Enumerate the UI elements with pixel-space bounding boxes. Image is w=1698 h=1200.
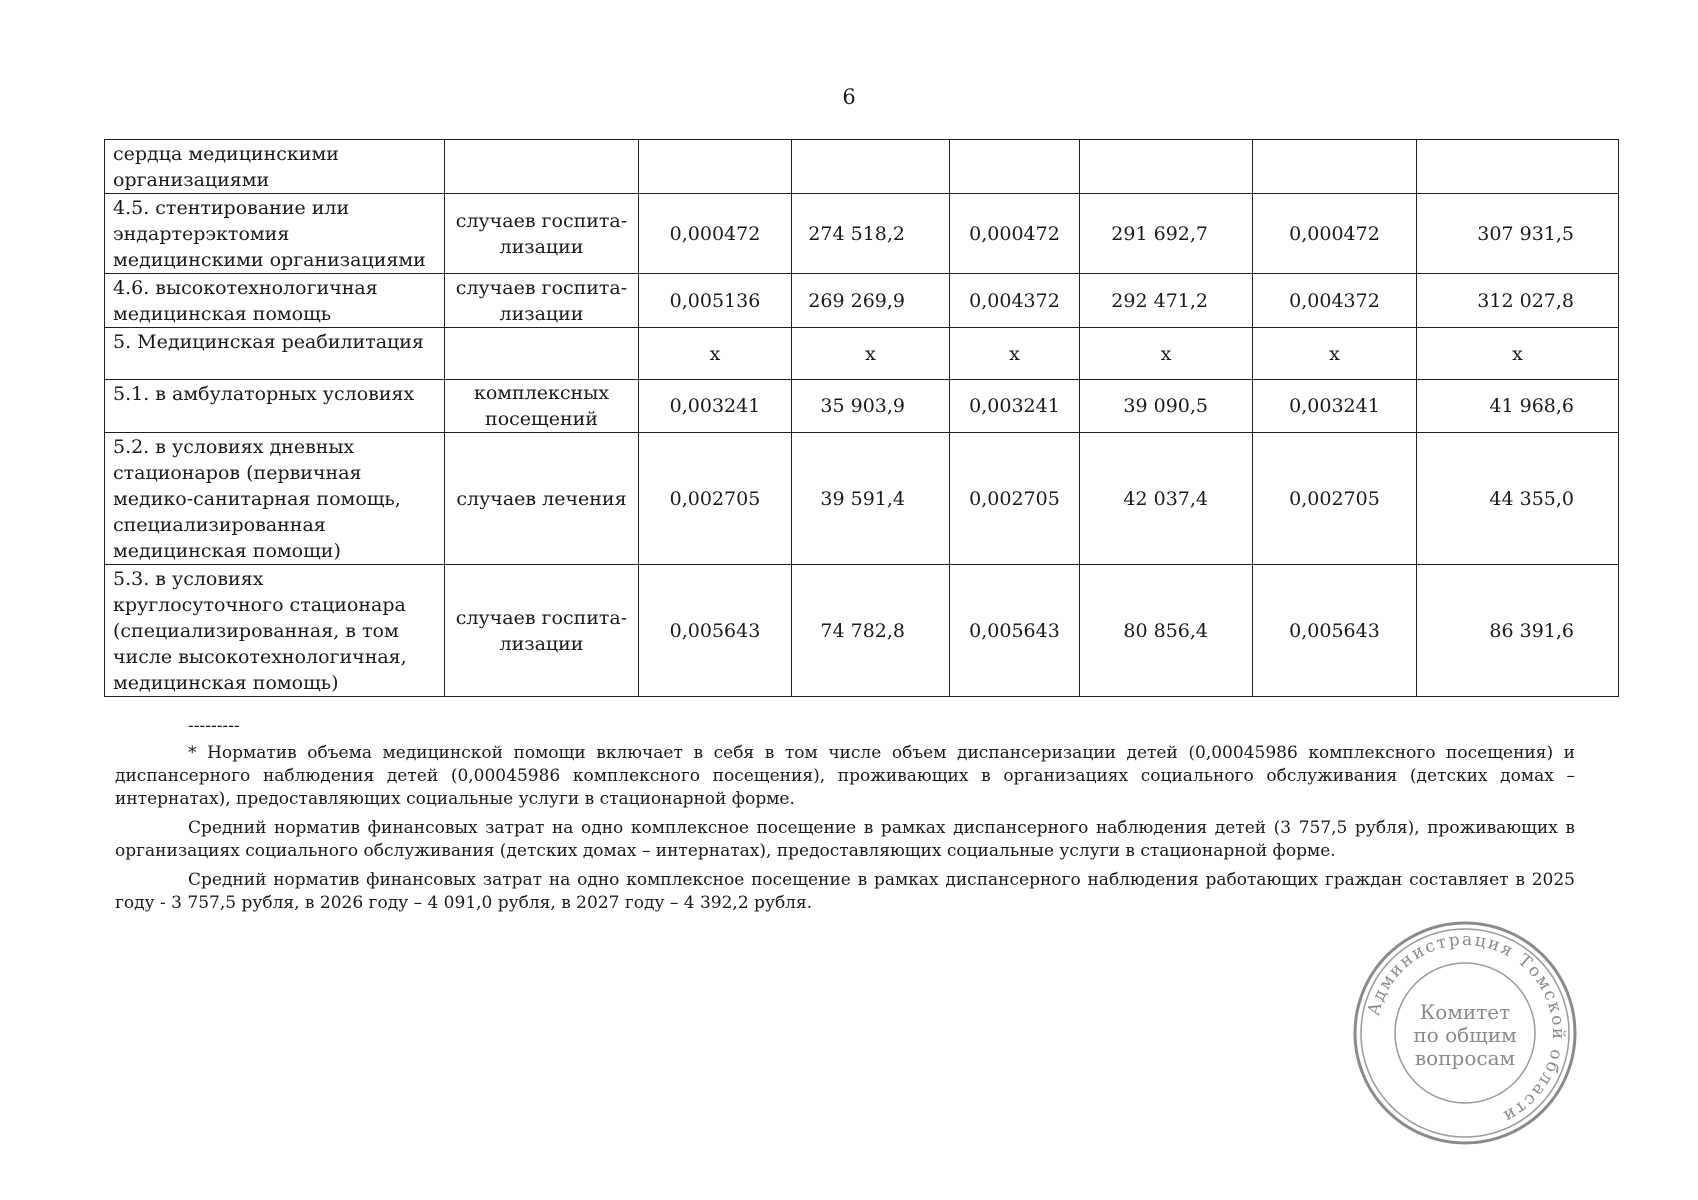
row-value: 0,000472 bbox=[639, 194, 792, 274]
row-value: 0,002705 bbox=[639, 433, 792, 565]
row-value bbox=[639, 140, 792, 194]
footnote-separator: --------- bbox=[188, 716, 240, 736]
row-value: 44 355,0 bbox=[1417, 433, 1619, 565]
table-row bbox=[105, 274, 1619, 328]
row-value: 0,003241 bbox=[950, 380, 1080, 433]
row-value: 0,002705 bbox=[950, 433, 1080, 565]
row-value: х bbox=[950, 328, 1080, 380]
row-value: 86 391,6 bbox=[1417, 565, 1619, 697]
row-value: 74 782,8 bbox=[792, 565, 950, 697]
row-unit bbox=[445, 328, 639, 380]
row-value: 0,005643 bbox=[639, 565, 792, 697]
row-value: 80 856,4 bbox=[1080, 565, 1253, 697]
stamp-line-3: вопросам bbox=[1414, 1046, 1516, 1070]
table-row bbox=[105, 433, 1619, 565]
row-value: 41 968,6 bbox=[1417, 380, 1619, 433]
row-value bbox=[1417, 140, 1619, 194]
row-value: х bbox=[639, 328, 792, 380]
table-row bbox=[105, 565, 1619, 697]
row-name: 5.3. в условиях круглосуточного стационара (специализированная, в том числе высокотехнологичная, медицинская помощь) bbox=[105, 565, 445, 697]
row-value: 0,004372 bbox=[950, 274, 1080, 328]
footnotes bbox=[115, 742, 1575, 921]
row-unit bbox=[445, 140, 639, 194]
row-value: 291 692,7 bbox=[1080, 194, 1253, 274]
row-value: 39 591,4 bbox=[792, 433, 950, 565]
table-row bbox=[105, 140, 1619, 194]
row-value: 42 037,4 bbox=[1080, 433, 1253, 565]
row-value: 0,002705 bbox=[1253, 433, 1417, 565]
footnote-1: * Норматив объема медицинской помощи включает в себя в том числе объем диспансеризации детей (0,00045986 комплексного посещения) и диспансерного наблюдения детей (0,00045986 комплексного посещения), проживающих в организациях социального обслуживания (детских домах – интернатах), предоставляющих социальные услуги в стационарной форме. bbox=[115, 743, 1575, 809]
row-value: 0,005643 bbox=[950, 565, 1080, 697]
row-unit: случаев госпита-лизации bbox=[445, 274, 639, 328]
stamp-line-2: по общим bbox=[1413, 1023, 1517, 1047]
official-stamp bbox=[1350, 918, 1580, 1148]
row-value: 0,000472 bbox=[1253, 194, 1417, 274]
stamp-line-1: Комитет bbox=[1419, 1000, 1511, 1024]
row-value: 0,004372 bbox=[1253, 274, 1417, 328]
row-value: 0,005643 bbox=[1253, 565, 1417, 697]
row-value: 292 471,2 bbox=[1080, 274, 1253, 328]
row-value bbox=[950, 140, 1080, 194]
row-value: х bbox=[1080, 328, 1253, 380]
row-value: 0,003241 bbox=[639, 380, 792, 433]
row-name: сердца медицинскими организациями bbox=[105, 140, 445, 194]
footnote-2: Средний норматив финансовых затрат на одно комплексное посещение в рамках диспансерного наблюдения детей (3 757,5 рубля), проживающих в организациях социального обслуживания (детских домах – интернатах), предоставляющих социальные услуги в стационарной форме. bbox=[115, 818, 1575, 861]
row-value: х bbox=[1417, 328, 1619, 380]
row-value: х bbox=[792, 328, 950, 380]
row-name: 5.2. в условиях дневных стационаров (первичная медико-санитарная помощь, специализированная медицинская помощи) bbox=[105, 433, 445, 565]
row-value: 269 269,9 bbox=[792, 274, 950, 328]
norms-table bbox=[104, 139, 1619, 697]
row-value bbox=[1253, 140, 1417, 194]
table-row bbox=[105, 328, 1619, 380]
row-value: 0,005136 bbox=[639, 274, 792, 328]
row-value: 312 027,8 bbox=[1417, 274, 1619, 328]
row-value: 0,000472 bbox=[950, 194, 1080, 274]
table-row bbox=[105, 194, 1619, 274]
row-value: 307 931,5 bbox=[1417, 194, 1619, 274]
row-value bbox=[792, 140, 950, 194]
row-unit: случаев госпита-лизации bbox=[445, 194, 639, 274]
stamp-ring-text: Администрация Томской области bbox=[1363, 929, 1569, 1127]
row-value: 39 090,5 bbox=[1080, 380, 1253, 433]
row-unit: комплексных посещений bbox=[445, 380, 639, 433]
row-value: 35 903,9 bbox=[792, 380, 950, 433]
table-row bbox=[105, 380, 1619, 433]
row-value: х bbox=[1253, 328, 1417, 380]
row-name: 4.6. высокотехнологичная медицинская помощь bbox=[105, 274, 445, 328]
row-name: 4.5. стентирование или эндартерэктомия медицинскими организациями bbox=[105, 194, 445, 274]
row-unit: случаев лечения bbox=[445, 433, 639, 565]
row-value bbox=[1080, 140, 1253, 194]
row-value: 0,003241 bbox=[1253, 380, 1417, 433]
row-name: 5. Медицинская реабилитация bbox=[105, 328, 445, 380]
row-unit: случаев госпита-лизации bbox=[445, 565, 639, 697]
page-number: 6 bbox=[842, 85, 856, 109]
footnote-3: Средний норматив финансовых затрат на одно комплексное посещение в рамках диспансерного наблюдения работающих граждан составляет в 2025 году - 3 757,5 рубля, в 2026 году – 4 091,0 рубля, в 2027 году – 4 392,2 рубля. bbox=[115, 870, 1575, 913]
row-value: 274 518,2 bbox=[792, 194, 950, 274]
row-name: 5.1. в амбулаторных условиях bbox=[105, 380, 445, 433]
